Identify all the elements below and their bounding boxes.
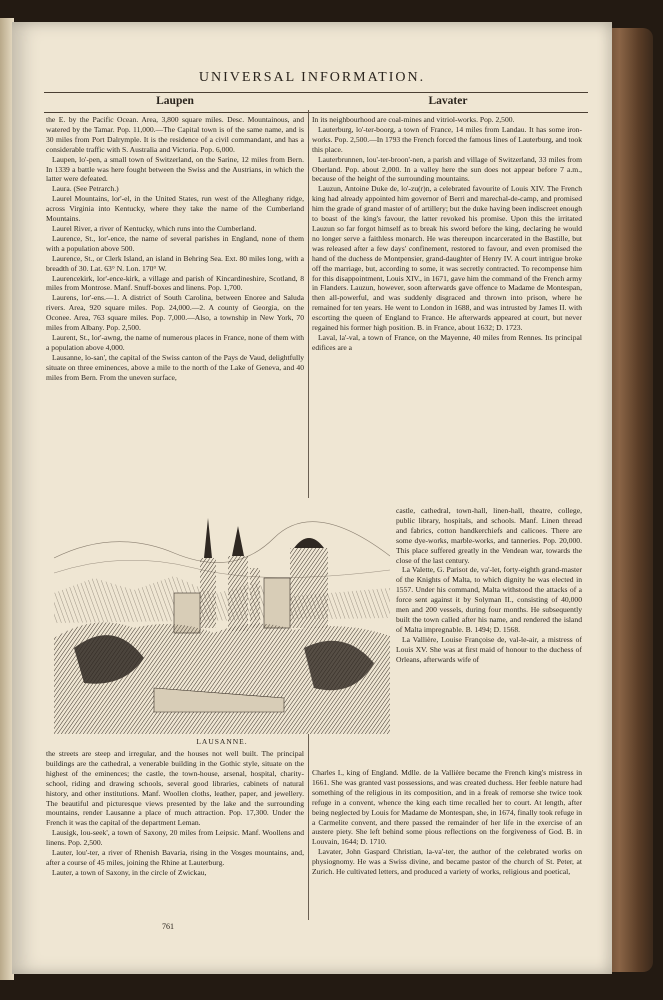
entry-text: Laurence, St., or Clerk Island, an island in Behring Sea. Ext. 80 miles long, with a breadth of 30. Lat. 63° N. Lon. 170° W. [46,253,304,273]
entry-text: Laurencekirk, lor'-ence-kirk, a village and parish of Kincardineshire, Scotland, 8 miles from Montrose. Manf. Snuff-boxes and linens. Pop. 1,700. [46,273,304,293]
illustration-caption: LAUSANNE. [196,737,248,746]
lausanne-engraving [54,498,390,734]
book-binding-edge [605,28,653,972]
entry-text: Laupen, lo'-pen, a small town of Switzerland, on the Sarine, 12 miles from Bern. In 1339 a battle was here fought between the Swiss and the Austrians, in which the latter were defeated. [46,154,304,184]
left-column-top [46,115,304,491]
entry-text: Laurens, lor'-ens.—1. A district of South Carolina, between Enoree and Saluda rivers. Area, 920 square miles. Pop. 24,000.—2. A county of Georgia, on the Oconee. Area, 763 square miles. Pop. 7,000.—Also, a township in New York, 70 miles from Albany. Pop. 2,500. [46,293,304,333]
book-page [12,22,612,974]
entry-text: Lauzun, Antoine Duke de, lo'-zu(r)n, a celebrated favourite of Louis XIV. The French king had already appointed him governor of Berri and marechal-de-camp, and promised him the grade of grand master of of artillery; but the duke having been indiscreet enough to boast of the king's favour, the latter revoked his promise. Upon this the irritated Lauzun so far forgot himself as to break his sword before the king, declaring he would no longer serve a faithless monarch. He was thereupon incarcerated in the Bastille, but was released after a few days' confinement, restored to favour, and even promised the hand of the duchess de Montpensier, grand-daughter of Henry IV. A court intrigue broke off the marriage, but, according to some, it was secretly contracted. To recompense him for this disappointment, Louis XIV., in 1671, gave him the command of the French army in Flanders. Lauzun, however, soon afterwards gave offence to Madame de Montespan, then all-powerful, and was suddenly disgraced and thrown into prison, where he remained for ten years. He went to London in 1688, and was intrusted by James II. with escorting the queen of England to France. He afterwards appeared at court, but never regained his former high position. B. in France, about 1632; D. 1723. [312,184,582,333]
subheader-rule [44,112,588,113]
entry-text: Laurent, St., lor'-awng, the name of numerous places in France, none of them with a population above 4,000. [46,332,304,352]
page-number: 761 [162,922,174,931]
entry-text: Lavater, John Gaspard Christian, la-va'-ter, the author of the celebrated works on physiognomy. He was a Swiss divine, and became pastor of the church of St. Peter, at Zurich. He cultivated letters, and produced a variety of works, religious and poetical, [312,847,582,877]
entry-text: Lauter, lou'-ter, a river of Rhenish Bavaria, rising in the Vosges mountains, and, after a course of 45 miles, joining the Rhine at Lauterburg. [46,848,304,867]
entry-text: Laval, la'-val, a town of France, on the Mayenne, 40 miles from Rennes. Its principal edifices are a [312,332,582,352]
entry-text: Laurel River, a river of Kentucky, which runs into the Cumberland. [52,223,257,233]
right-column-top [312,115,582,506]
entry-text: Laurel Mountains, lor'-el, in the United States, run west of the Alleghany ridge, across Virginia into Kentucky, where they take the name of the Cumberland Mountains. [46,194,304,224]
left-column-header: Laupen [156,95,194,107]
entry-text: Lauterburg, lo'-ter-boorg, a town of France, 14 miles from Landau. It has some iron-works. Pop. 2,500.—In 1793 the French forced the famous lines of Lauterburg, and took this place. [312,124,582,154]
left-column-bottom [46,749,304,929]
entry-text: Lausanne, lo-san', the capital of the Swiss canton of the Pays de Vaud, delightfully situate on three eminences, above a mile to the north of the Lake of Geneva, and 40 miles from Bern. From the uneven surface, [46,352,304,382]
entry-text: Charles I., king of England. Mdlle. de la Vallière became the French king's mistress in 1661. She was granted vast possessions, and was created duchess. Her feeble nature had something of the religious in its composition, and in a freak of remorse she twice took refuge in a convent, whence the king each time recalled her to court. At length, after being neglected by Louis for Madame de Montespan, she, in 1674, finally took refuge in a Carmelite convent, and there passed the remainder of her life in the exercise of an austere piety. She left behind some pious reflections on the forgiveness of God. B. in Louvain, 1644; D. 1710. [312,768,582,847]
entry-text: the streets are steep and irregular, and the houses not well built. The principal buildings are the cathedral, a venerable building in the Gothic style, situate on the highest of the eminences; the castle, the town-house, arsenal, hospital, charity-school, riding and drawing schools, several good libraries, cabinets of natural history, and other institutions. Manf. Woollen cloths, leather, paper, and jewellery. The beautiful and picturesque views presented by the lake and the surrounding mountains, render Lausanne a place of much attraction. Pop. 17,300. Under the French it was the capital of the department Leman. [46,749,304,828]
running-head: UNIVERSAL INFORMATION. [198,70,426,85]
entry-text: Lauter, a town of Saxony, in the circle of Zwickau, [52,867,207,877]
entry-text: the E. by the Pacific Ocean. Area, 3,800 square miles. Desc. Mountainous, and watered by the Tamar. Pop. 11,000.—The Capital town is of the same name, and is 30 miles from Port Dalrymple. It is the residence of a civil commandant, and has a considerable traffic with S. Australia and Victoria. Pop. 6,000. [46,115,304,154]
entry-text: La Valette, G. Parisot de, va'-let, forty-eighth grand-master of the Knights of Malta, to which dignity he was elected in 1557. Under his command, Malta withstood the attacks of a force sent against it by Solyman II., consisting of 40,000 men and 200 vessels, during four months. He subsequently built the town called after his name, and rendered the island of Malta impregnable. B. 1494; D. 1568. [396,565,582,634]
entry-text: castle, cathedral, town-hall, linen-hall, theatre, college, public library, hospitals, and schools. Manf. Linen thread and fabrics, cotton handkerchiefs and calicoes. There are some dye-works, marble-works, and tanneries. Pop. 20,000. This place suffered greatly in the Vendean war, towards the close of the last century. [396,506,582,565]
entry-text: Lausigk, lou-seek', a town of Saxony, 20 miles from Leipsic. Manf. Woollens and linens. Pop. 2,500. [46,828,304,848]
right-column-bottom [312,768,582,934]
entry-text: In its neighbourhood are coal-mines and vitriol-works. Pop. 2,500. [312,115,515,124]
entry-text: Laurence, St., lor'-ence, the name of several parishes in England, none of them with a population above 500. [46,233,304,253]
entry-text: Laura. (See Petrarch.) [52,184,119,194]
entry-text: Lauterbrunnen, lou'-ter-broon'-nen, a parish and village of Switzerland, 33 miles from Oberland. Pop. about 2,000. In a valley here the sun does not appear before 7 a.m., because of the height of the surrounding mountains. [312,154,582,184]
right-column-header: Lavater [428,95,468,107]
right-column-narrow [396,506,582,768]
entry-text: La Vallière, Louise Françoise de, val-le-air, a mistress of Louis XV. She was at first maid of honour to the duchess of Orleans, afterwards wife of [396,634,582,664]
header-rule [44,92,588,93]
